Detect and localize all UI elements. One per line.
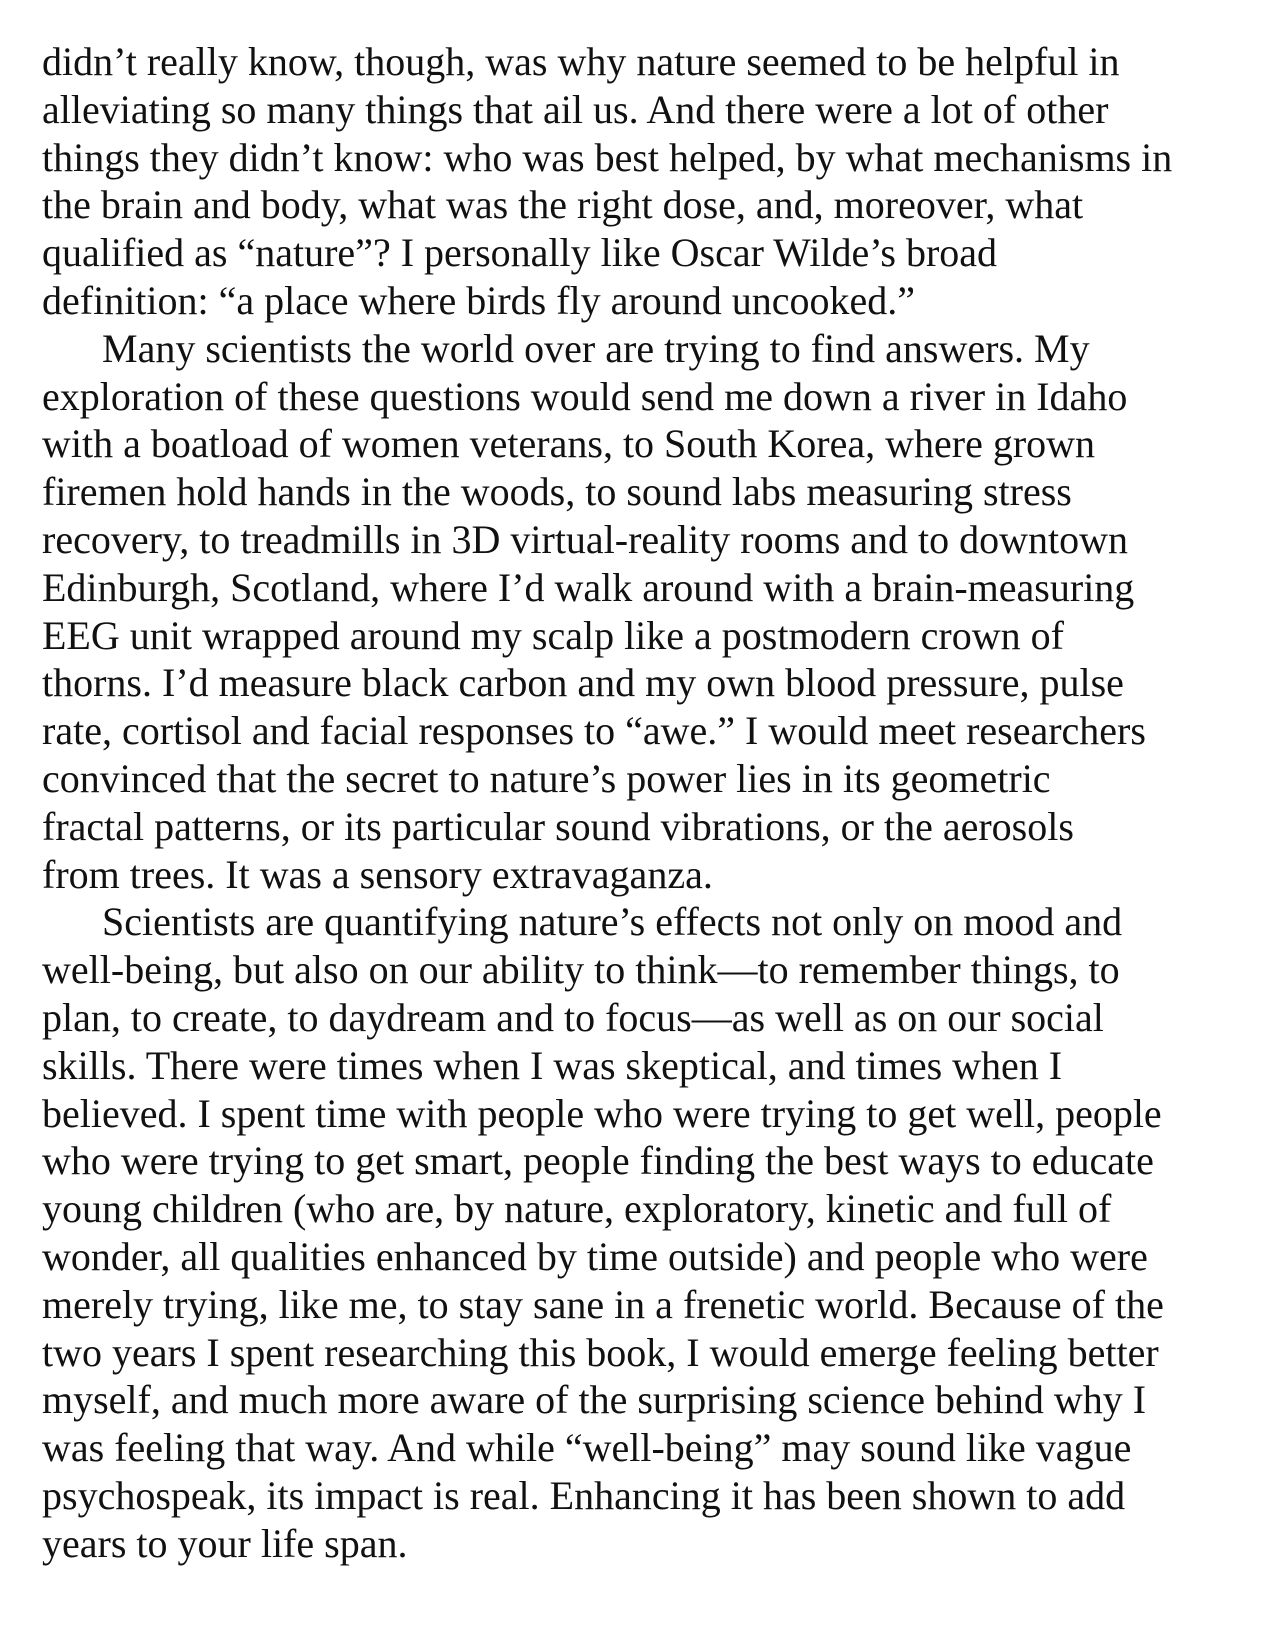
body-text — [42, 38, 1237, 1568]
text-line: Edinburgh, Scotland, where I’d walk around with a brain-measuring — [42, 564, 1135, 610]
text-line: myself, and much more aware of the surprising science behind why I — [42, 1377, 1147, 1423]
text-line: years to your life span. — [42, 1520, 408, 1566]
text-line: well-being, but also on our ability to think—to remember things, to — [42, 947, 1120, 993]
text-line: things they didn’t know: who was best helped, by what mechanisms in — [42, 134, 1173, 180]
text-line: definition: “a place where birds fly around uncooked.” — [42, 277, 916, 323]
text-line: qualified as “nature”? I personally like Oscar Wilde’s broad — [42, 230, 998, 276]
text-line: firemen hold hands in the woods, to sound labs measuring stress — [42, 469, 1072, 515]
text-line: wonder, all qualities enhanced by time outside) and people who were — [42, 1233, 1148, 1279]
paragraph-first-line: Many scientists the world over are trying to find answers. My — [102, 325, 1090, 371]
text-line: exploration of these questions would send me down a river in Idaho — [42, 373, 1128, 419]
text-line: rate, cortisol and facial responses to “awe.” I would meet researchers — [42, 708, 1146, 754]
text-line: psychospeak, its impact is real. Enhancing it has been shown to add — [42, 1472, 1126, 1518]
text-line: was feeling that way. And while “well-being” may sound like vague — [42, 1425, 1132, 1471]
text-line: who were trying to get smart, people finding the best ways to educate — [42, 1138, 1154, 1184]
text-line: alleviating so many things that ail us. And there were a lot of other — [42, 86, 1109, 132]
text-line: with a boatload of women veterans, to South Korea, where grown — [42, 421, 1096, 467]
text-line: believed. I spent time with people who were trying to get well, people — [42, 1090, 1162, 1136]
text-line: two years I spent researching this book, I would emerge feeling better — [42, 1329, 1159, 1375]
text-line: thorns. I’d measure black carbon and my own blood pressure, pulse — [42, 660, 1124, 706]
text-line: young children (who are, by nature, exploratory, kinetic and full of — [42, 1186, 1112, 1232]
text-line: skills. There were times when I was skeptical, and times when I — [42, 1042, 1063, 1088]
text-line: recovery, to treadmills in 3D virtual-reality rooms and to downtown — [42, 516, 1129, 562]
text-line: from trees. It was a sensory extravaganza. — [42, 851, 713, 897]
text-line: merely trying, like me, to stay sane in a frenetic world. Because of the — [42, 1281, 1164, 1327]
text-line: didn’t really know, though, was why nature seemed to be helpful in — [42, 39, 1120, 84]
text-line: convinced that the secret to nature’s power lies in its geometric — [42, 755, 1051, 801]
text-line: plan, to create, to daydream and to focus—as well as on our social — [42, 994, 1104, 1040]
text-line: the brain and body, what was the right dose, and, moreover, what — [42, 182, 1084, 228]
text-line: EEG unit wrapped around my scalp like a postmodern crown of — [42, 612, 1064, 658]
text-line: fractal patterns, or its particular sound vibrations, or the aerosols — [42, 803, 1074, 849]
paragraph-first-line: Scientists are quantifying nature’s effects not only on mood and — [102, 899, 1123, 945]
